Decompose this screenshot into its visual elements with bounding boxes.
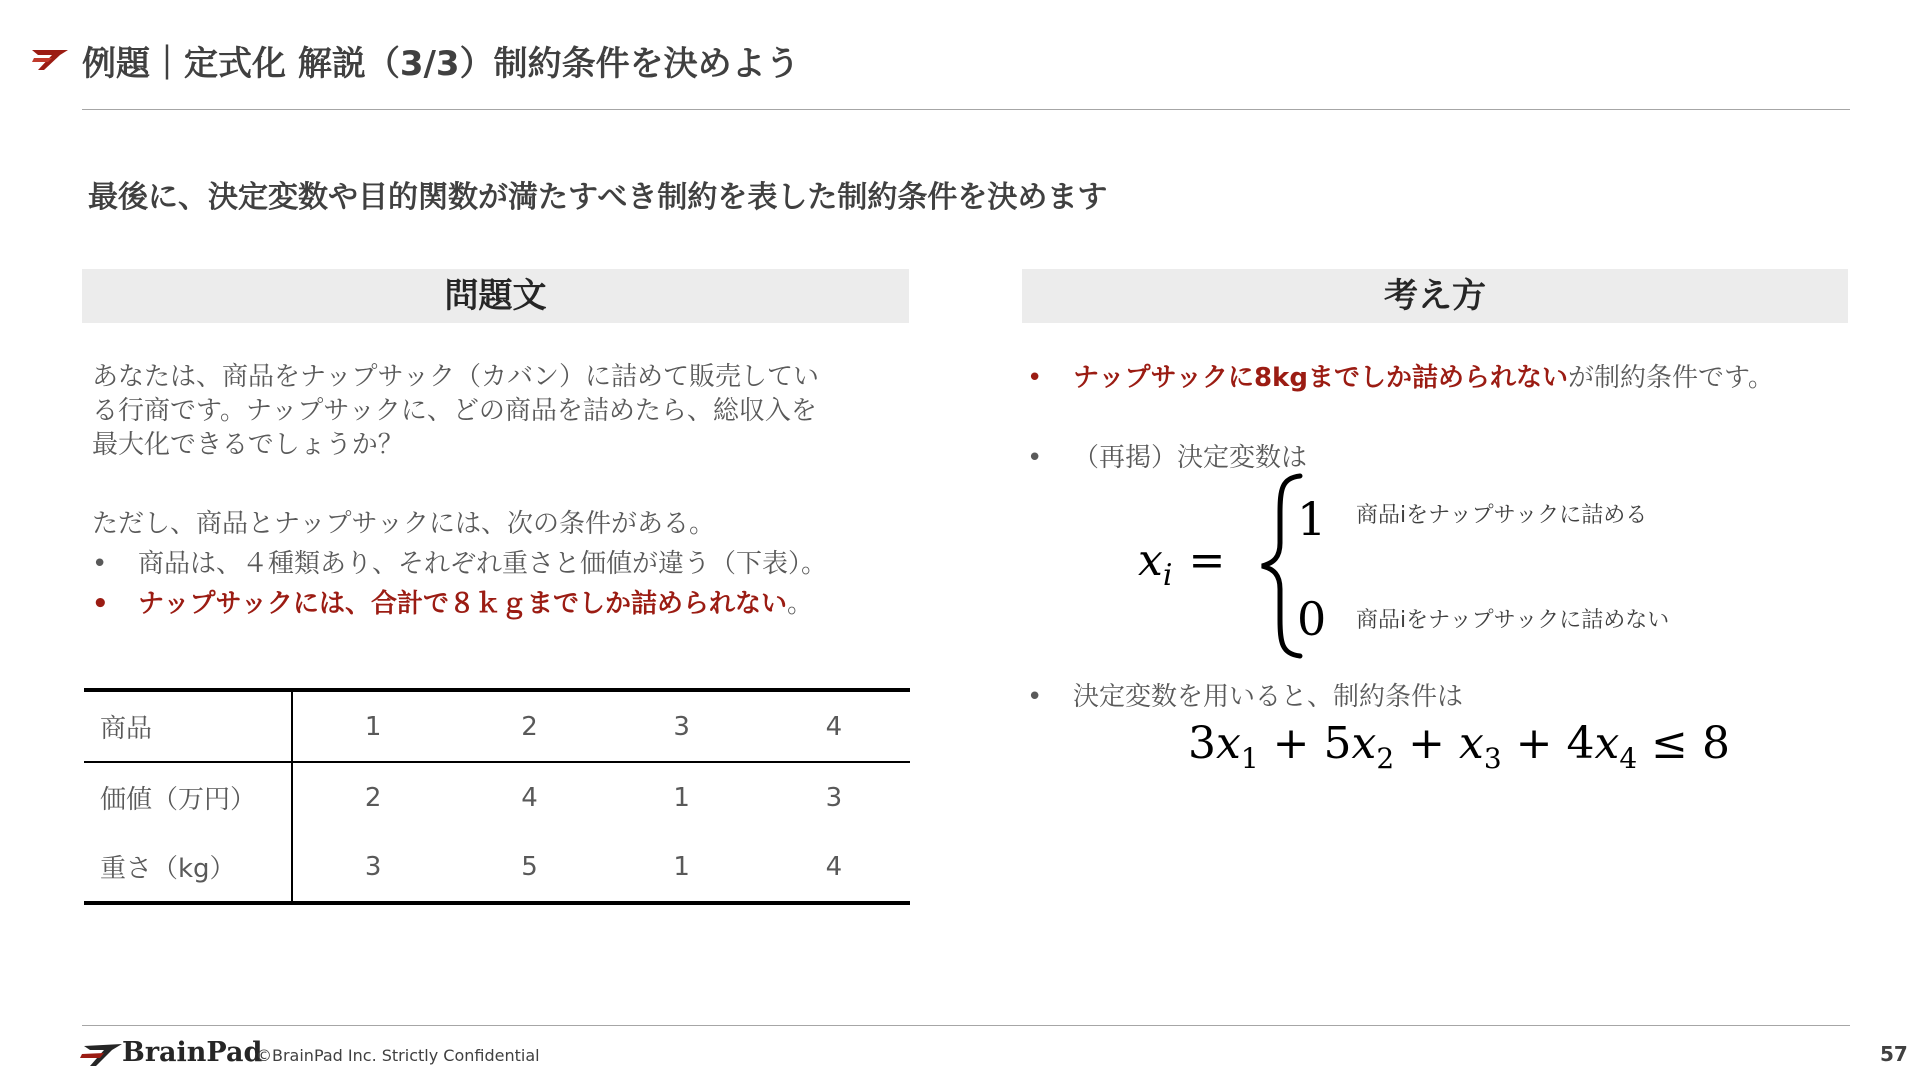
table-cell: 4	[521, 782, 538, 813]
table-cell: 1	[606, 832, 758, 903]
table-cell: 1	[292, 690, 453, 762]
row-header: 価値（万円）	[84, 762, 292, 832]
condition-bullet	[92, 547, 827, 581]
approach-text: 決定変数を用いると、制約条件は	[1073, 682, 1464, 712]
table-cell: 2	[364, 782, 382, 813]
condition-bullet-highlight	[92, 587, 813, 621]
table-cell: 3	[606, 690, 758, 762]
table-cell: 4	[758, 690, 910, 762]
case-label: 商品iをナップサックに詰める	[1356, 503, 1648, 528]
bullet-marker: •	[1027, 682, 1043, 712]
condition-text: 商品は、４種類あり、それぞれ重さと価値が違う（下表）。	[138, 549, 828, 579]
table-cell: 5	[453, 832, 605, 903]
table-cell: 4	[758, 832, 910, 903]
case-value: 1	[1297, 492, 1327, 546]
table-cell: 1	[673, 782, 690, 813]
footer-brand-logo: BrainPad	[122, 1037, 263, 1068]
header-divider	[82, 109, 1850, 110]
slide-subtitle: 最後に、決定変数や目的関数が満たすべき制約を表した制約条件を決めます	[88, 180, 1108, 215]
approach-section-heading: 考え方	[1022, 269, 1848, 323]
row-header: 商品	[84, 690, 292, 762]
bullet-marker: •	[1027, 443, 1043, 473]
table-cell: 3	[292, 832, 453, 903]
table-row	[84, 832, 910, 903]
page-number: 57	[1880, 1042, 1908, 1066]
constraint-formula: $3x_1 + 5x_2 + x_3 + 4x_4 \le 8$	[1188, 718, 1730, 775]
table-cell: 3	[825, 782, 843, 813]
footer-divider	[82, 1025, 1850, 1026]
problem-section-heading: 問題文	[82, 269, 909, 323]
approach-text: （再掲）決定変数は	[1073, 443, 1308, 473]
constraint-highlight: ナップサックに8kgまでしか詰められない	[1073, 363, 1568, 393]
slide-title: 例題｜定式化 解説（3/3）制約条件を決めよう	[82, 44, 800, 84]
table-cell: 2	[453, 690, 605, 762]
problem-line: 最大化できるでしょうか？	[92, 430, 404, 460]
approach-bullet	[1027, 441, 1307, 475]
row-header: 重さ（kg）	[84, 832, 292, 903]
math-subscript: i	[1162, 557, 1173, 593]
math-variable: x	[1138, 535, 1163, 586]
case-value: 0	[1297, 592, 1327, 646]
table-row	[84, 690, 910, 762]
brainpad-mark-icon	[80, 1040, 124, 1068]
footer-copyright: ©BrainPad Inc. Strictly Confidential	[256, 1046, 540, 1065]
approach-bullet	[1027, 361, 1774, 395]
brainpad-mark-icon	[30, 46, 70, 72]
bullet-marker: •	[92, 549, 108, 579]
case-label: 商品iをナップサックに詰めない	[1356, 608, 1670, 633]
bullet-marker: •	[1027, 363, 1043, 393]
problem-line: る行商です。ナップサックに、どの商品を詰めたら、総収入を	[92, 396, 817, 426]
item-table	[84, 688, 910, 905]
approach-bullet	[1027, 680, 1463, 714]
approach-text: が制約条件です。	[1567, 363, 1774, 393]
condition-intro: ただし、商品とナップサックには、次の条件がある。	[92, 509, 715, 539]
problem-paragraph	[92, 360, 819, 462]
condition-text: ナップサックには、合計で８ｋｇまでしか詰められない	[138, 589, 787, 619]
condition-punct: 。	[786, 589, 813, 619]
table-row	[84, 762, 910, 832]
decision-variable-lhs	[1138, 535, 1225, 593]
problem-line: あなたは、商品をナップサック（カバン）に詰めて販売してい	[92, 362, 819, 392]
bullet-marker: •	[92, 589, 109, 619]
math-equals: =	[1188, 535, 1226, 586]
